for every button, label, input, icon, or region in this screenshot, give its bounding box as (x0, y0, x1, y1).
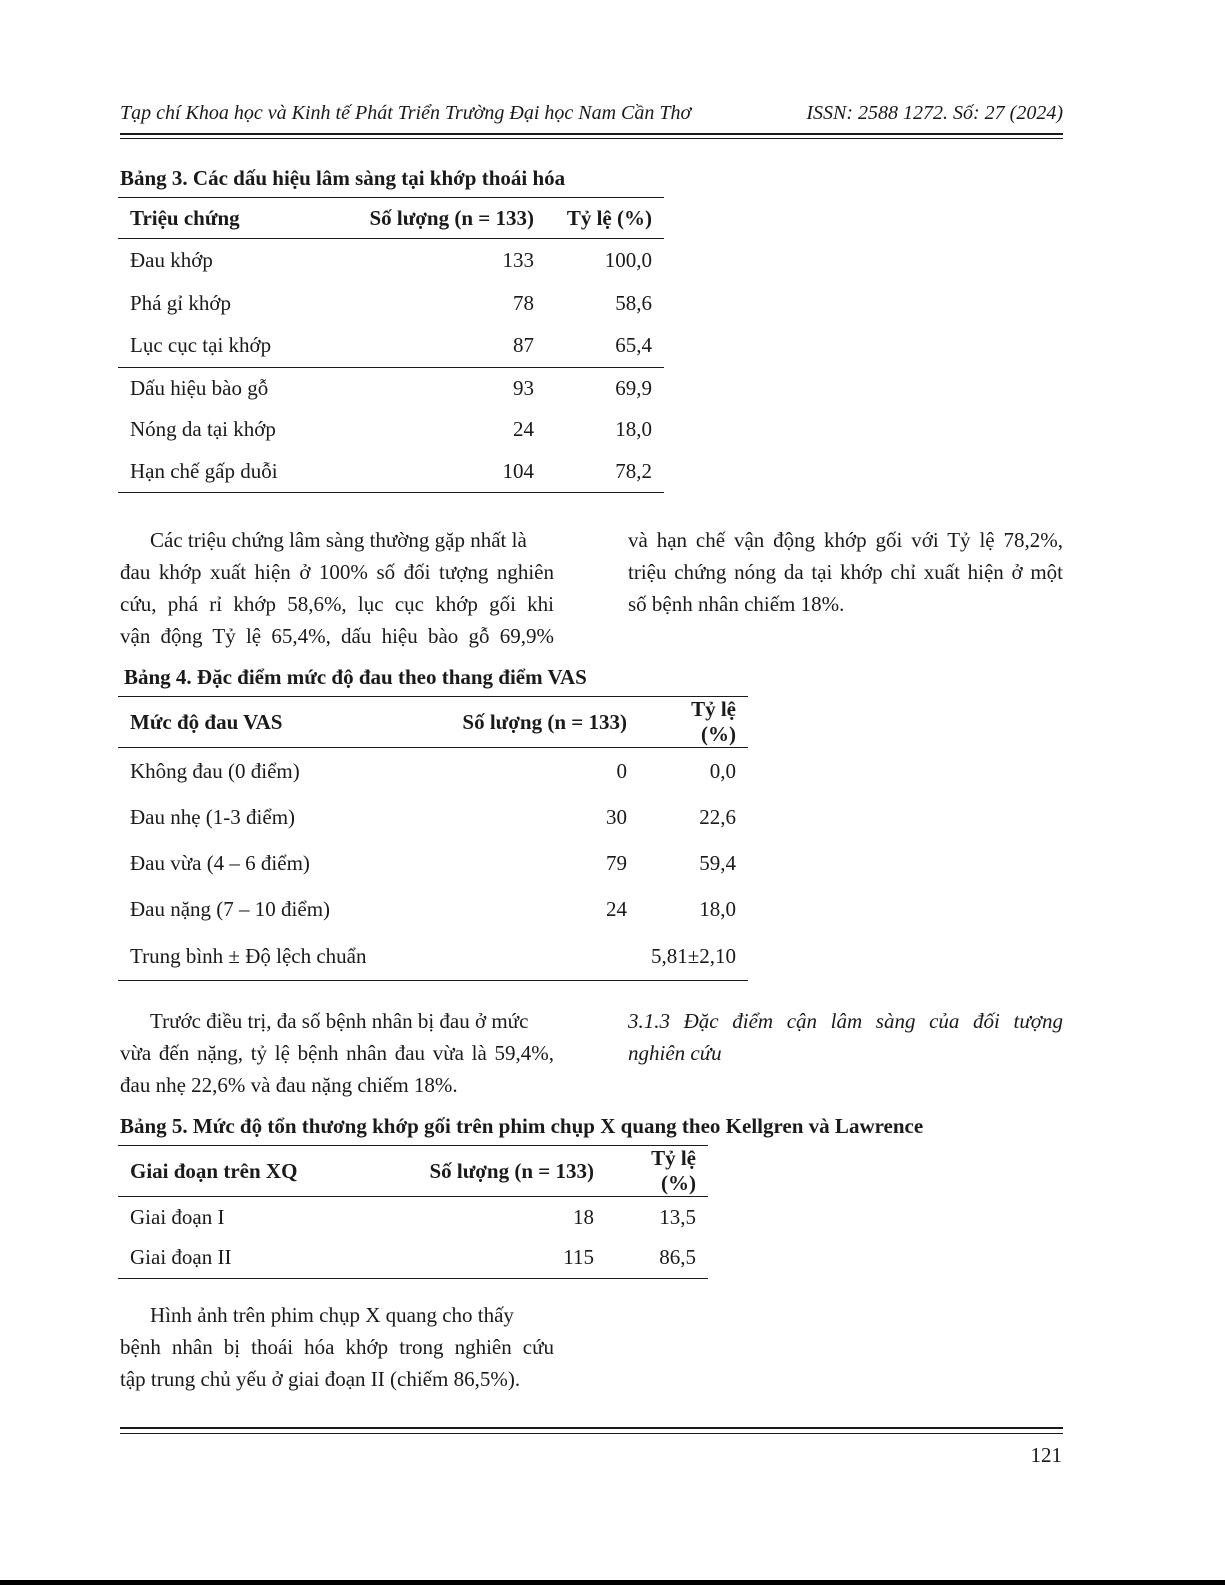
para-line: vận động Tỷ lệ 65,4%, dấu hiệu bào gỗ 69,9% (120, 624, 554, 648)
table-row (118, 1238, 708, 1279)
table-row (118, 325, 664, 368)
table-cell: Dấu hiệu bào gỗ (130, 375, 269, 400)
table-cell: 18,0 (615, 417, 652, 441)
table-cell: Không đau (0 điểm) (130, 758, 300, 783)
table4-caption: Bảng 4. Đặc điểm mức độ đau theo thang điểm VAS (124, 665, 587, 689)
table4-header: Tỷ lệ (%) (639, 697, 748, 748)
table-cell: 59,4 (699, 851, 736, 875)
para-line: đau nhẹ 22,6% và đau nặng chiếm 18%. (120, 1073, 458, 1097)
footer-rule (120, 1427, 1063, 1429)
header-rule (120, 133, 1063, 135)
table5-header: Giai đoạn trên XQ (118, 1146, 372, 1197)
journal-title: Tạp chí Khoa học và Kinh tế Phát Triển Trường Đại học Nam Cần Thơ (120, 102, 692, 124)
table-cell: 18,0 (699, 897, 736, 921)
table-cell: Hạn chế gấp duỗi (130, 458, 278, 483)
table3-header: Triệu chứng (118, 198, 312, 239)
section-heading-3-1-3 (628, 1005, 1063, 1069)
table4-header: Mức độ đau VAS (118, 697, 408, 748)
table-cell: 69,9 (615, 375, 652, 400)
table-cell: Nóng da tại khớp (130, 417, 276, 441)
table-row (118, 841, 748, 887)
table-row (118, 409, 664, 451)
para1-right (628, 524, 1063, 620)
para-line: đau khớp xuất hiện ở 100% số đối tượng nghiên (120, 560, 554, 584)
table-cell: Trung bình ± Độ lệch chuẩn (130, 943, 367, 968)
table4 (118, 696, 748, 981)
table-cell: Đau vừa (4 – 6 điểm) (130, 851, 310, 875)
table-row (118, 795, 748, 841)
table-row (118, 748, 748, 795)
table-cell: 93 (513, 375, 534, 400)
para-line: vừa đến nặng, tỷ lệ bệnh nhân đau vừa là 59,4%, (120, 1041, 554, 1065)
table-cell: 87 (513, 333, 534, 358)
table-row (118, 1197, 708, 1238)
scan-edge (0, 1580, 1225, 1585)
para-line: số bệnh nhân chiếm 18%. (628, 592, 845, 616)
table-cell: 104 (502, 458, 534, 483)
table3 (118, 197, 664, 493)
table3-header: Số lượng (n = 133) (312, 198, 546, 239)
table-cell (408, 933, 639, 981)
table-row (118, 887, 748, 933)
issn-info: ISSN: 2588 1272. Số: 27 (2024) (806, 102, 1063, 124)
para-line: bệnh nhân bị thoái hóa khớp trong nghiên cứu (120, 1335, 554, 1359)
table-cell: 24 (605, 897, 627, 921)
table-row (118, 239, 664, 282)
table5-header: Tỷ lệ (%) (606, 1146, 708, 1197)
para-line: 3.1.3 Đặc điểm cận lâm sàng của đối tượng (628, 1009, 1063, 1033)
table-cell: Phá gỉ khớp (130, 290, 231, 315)
para-line: và hạn chế vận động khớp gối với Tỷ lệ 78,2%, (628, 528, 1063, 552)
footer-rule-thin (120, 1433, 1063, 1434)
table-row (118, 933, 748, 981)
table-cell: 86,5 (659, 1245, 696, 1270)
para-line: Hình ảnh trên phim chụp X quang cho thấy (150, 1303, 514, 1327)
para1-left (120, 524, 554, 652)
table-cell: 78,2 (615, 458, 652, 483)
para-line: cứu, phá rỉ khớp 58,6%, lục cục khớp gối khi (120, 592, 554, 616)
table-cell: 79 (605, 851, 627, 875)
table5-caption: Bảng 5. Mức độ tổn thương khớp gối trên phim chụp X quang theo Kellgren và Lawrence (120, 1114, 924, 1138)
para-line: triệu chứng nóng da tại khớp chỉ xuất hiện ở một (628, 560, 1063, 584)
para-line: tập trung chủ yếu ở giai đoạn II (chiếm 86,5%). (120, 1367, 521, 1391)
table4-header-row (118, 697, 748, 748)
table-cell: 0,0 (709, 758, 736, 783)
table-cell: 5,81±2,10 (650, 943, 736, 968)
table-cell: Đau khớp (130, 247, 213, 272)
table-cell: 100,0 (604, 247, 652, 272)
table-cell: 133 (502, 247, 534, 272)
table5-header: Số lượng (n = 133) (372, 1146, 606, 1197)
table-cell: Lục cục tại khớp (130, 333, 272, 358)
table-row (118, 451, 664, 493)
table5-header-row (118, 1146, 708, 1197)
table-cell: Đau nặng (7 – 10 điểm) (130, 897, 331, 921)
page-number: 121 (1030, 1443, 1062, 1467)
table-cell: Giai đoạn I (130, 1204, 225, 1229)
table3-header: Tỷ lệ (%) (546, 198, 664, 239)
table3-header-row (118, 198, 664, 239)
table-cell: 0 (616, 758, 627, 783)
table5 (118, 1145, 708, 1279)
table-cell: 30 (605, 805, 627, 829)
para-line: Trước điều trị, đa số bệnh nhân bị đau ở mức (150, 1009, 529, 1033)
table-row (118, 282, 664, 325)
table3-caption: Bảng 3. Các dấu hiệu lâm sàng tại khớp thoái hóa (120, 166, 566, 190)
table-cell: 65,4 (615, 333, 652, 358)
table-cell: Giai đoạn II (130, 1245, 232, 1270)
table-cell: 18 (573, 1204, 594, 1229)
table-cell: 58,6 (615, 290, 652, 315)
table-cell: Đau nhẹ (1-3 điểm) (130, 805, 296, 829)
table-cell: 78 (513, 290, 534, 315)
table-cell: 24 (513, 417, 534, 441)
para-line: nghiên cứu (628, 1041, 722, 1065)
table-cell: 22,6 (699, 805, 736, 829)
header-rule-thin (120, 138, 1063, 139)
para3 (120, 1299, 554, 1395)
table-cell: 115 (563, 1245, 594, 1270)
table4-header: Số lượng (n = 133) (408, 697, 639, 748)
table-row (118, 368, 664, 409)
para2-left (120, 1005, 554, 1101)
table-cell: 13,5 (659, 1204, 696, 1229)
para-line: Các triệu chứng lâm sàng thường gặp nhất là (150, 528, 527, 552)
